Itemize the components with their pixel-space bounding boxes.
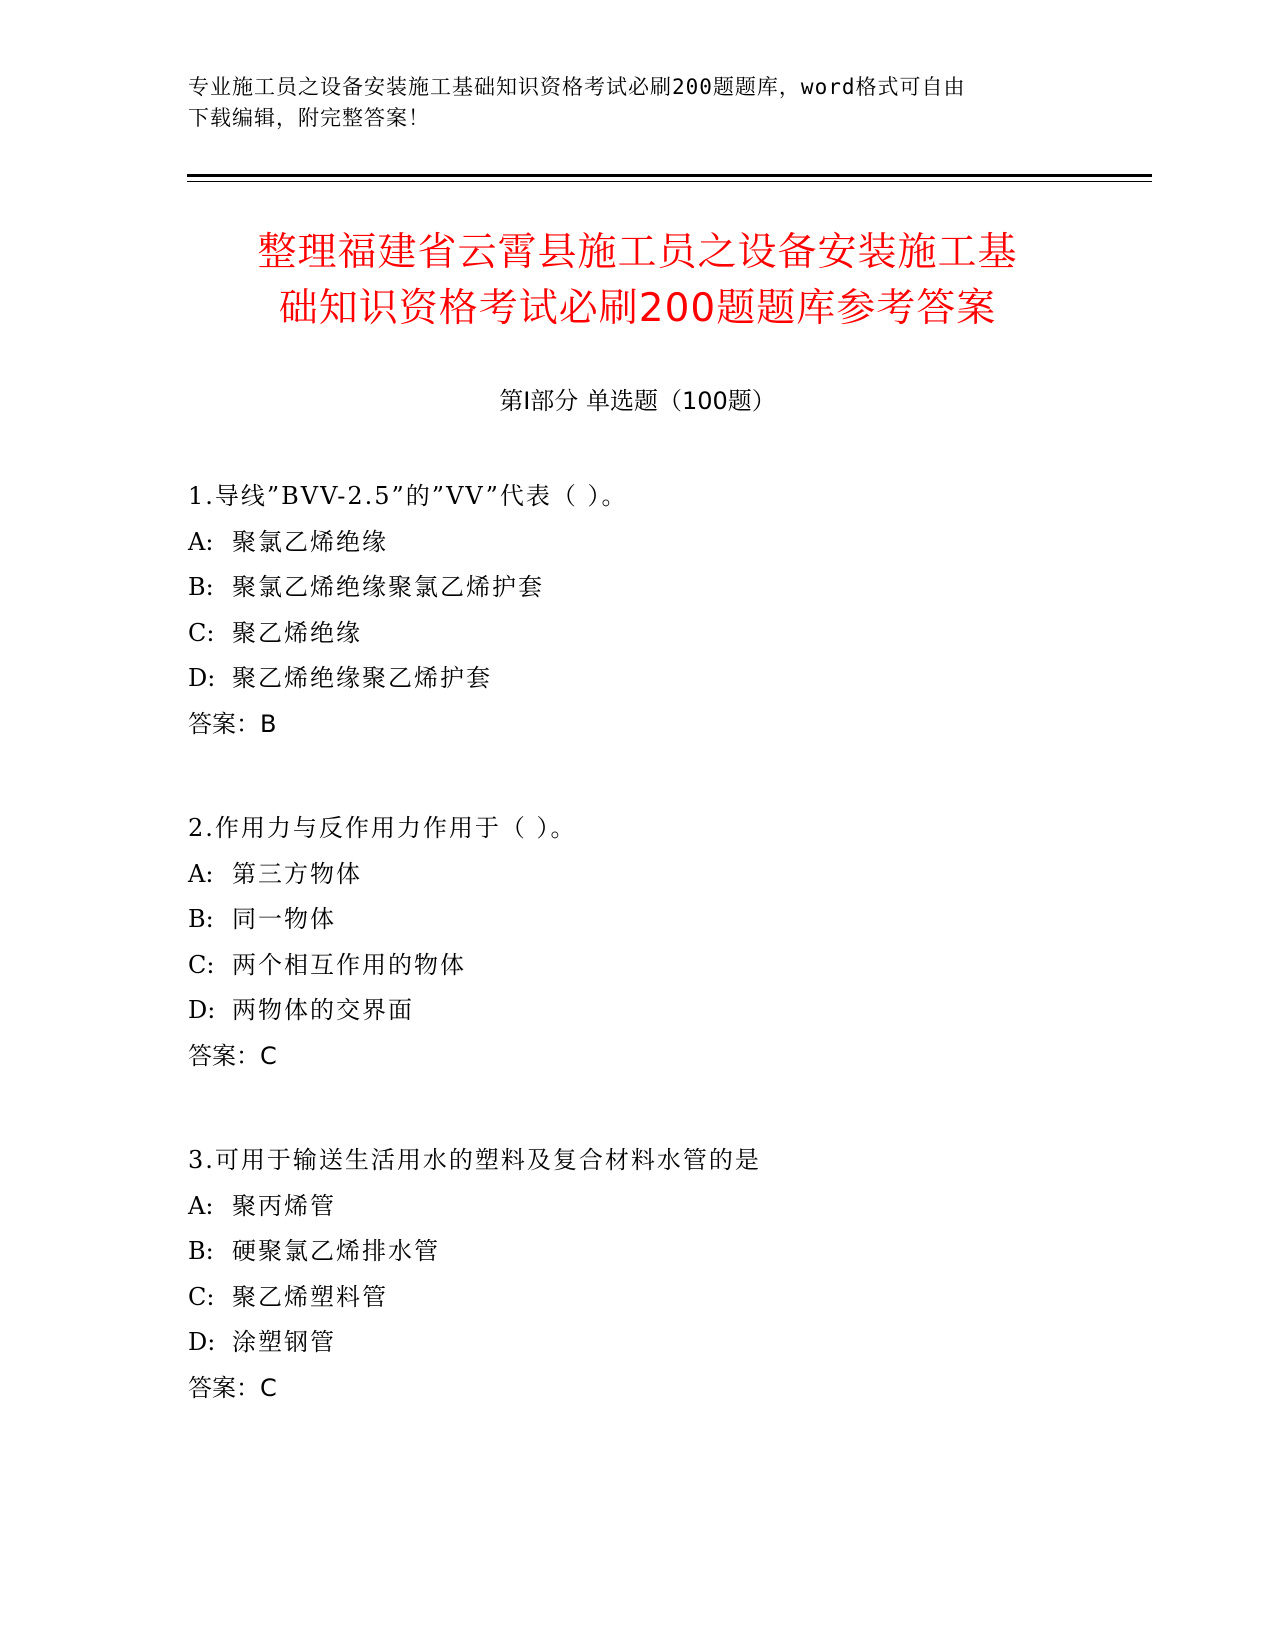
document-title bbox=[180, 225, 1095, 337]
option-letter: D: bbox=[188, 664, 216, 692]
option-letter: A: bbox=[188, 527, 214, 556]
option-letter: C: bbox=[188, 950, 215, 979]
option-text: 聚乙烯绝缘聚乙烯护套 bbox=[232, 664, 492, 692]
option-b bbox=[188, 897, 1148, 943]
answer-key: 答案：C bbox=[188, 1041, 277, 1070]
option-b bbox=[188, 565, 1148, 611]
question-1 bbox=[188, 474, 1148, 747]
option-text: 聚丙烯管 bbox=[232, 1191, 336, 1220]
document-title-line-2: 础知识资格考试必刷200题题库参考答案 bbox=[278, 286, 997, 331]
header-divider-thin bbox=[187, 181, 1152, 182]
option-text: 硬聚氯乙烯排水管 bbox=[232, 1237, 440, 1265]
option-d bbox=[188, 656, 1148, 702]
question-2 bbox=[188, 806, 1148, 1079]
header-divider-thick bbox=[187, 174, 1152, 177]
document-title-line-1: 整理福建省云霄县施工员之设备安装施工基 bbox=[257, 230, 1018, 275]
header-note-line-1: 专业施工员之设备安装施工基础知识资格考试必刷200题题库，word格式可自由 bbox=[188, 75, 966, 99]
option-a bbox=[188, 520, 1148, 566]
option-text: 聚氯乙烯绝缘聚氯乙烯护套 bbox=[232, 573, 544, 601]
answer-key: 答案：C bbox=[188, 1373, 277, 1402]
option-letter: D: bbox=[188, 996, 216, 1024]
option-text: 同一物体 bbox=[232, 905, 336, 933]
header-note-line-2: 下载编辑，附完整答案！ bbox=[188, 106, 430, 130]
option-letter: D: bbox=[188, 1328, 216, 1356]
option-letter: A: bbox=[188, 859, 214, 888]
option-text: 第三方物体 bbox=[232, 859, 362, 888]
section-heading: 第Ⅰ部分 单选题（100题） bbox=[499, 387, 776, 415]
option-letter: B: bbox=[188, 573, 214, 601]
option-text: 两个相互作用的物体 bbox=[232, 950, 466, 979]
option-letter: C: bbox=[188, 618, 215, 647]
header-note bbox=[188, 72, 1068, 134]
option-c bbox=[188, 611, 1148, 657]
option-text: 聚氯乙烯绝缘 bbox=[232, 527, 388, 556]
option-c bbox=[188, 1275, 1148, 1321]
option-c bbox=[188, 943, 1148, 989]
option-letter: A: bbox=[188, 1191, 214, 1220]
option-text: 聚乙烯绝缘 bbox=[232, 618, 362, 647]
option-text: 聚乙烯塑料管 bbox=[232, 1282, 388, 1311]
option-a bbox=[188, 1184, 1148, 1230]
option-b bbox=[188, 1229, 1148, 1275]
question-3 bbox=[188, 1138, 1148, 1411]
question-list bbox=[188, 474, 1148, 1470]
option-letter: C: bbox=[188, 1282, 215, 1311]
question-stem: 3.可用于输送生活用水的塑料及复合材料水管的是 bbox=[188, 1146, 761, 1174]
question-stem: 2.作用力与反作用力作用于（ ）。 bbox=[188, 814, 577, 842]
option-text: 两物体的交界面 bbox=[232, 996, 414, 1024]
option-letter: B: bbox=[188, 1237, 214, 1265]
answer-key: 答案：B bbox=[188, 709, 277, 738]
option-a bbox=[188, 852, 1148, 898]
option-text: 涂塑钢管 bbox=[232, 1328, 336, 1356]
option-d bbox=[188, 1320, 1148, 1366]
option-letter: B: bbox=[188, 905, 214, 933]
question-stem: 1.导线”BVV-2.5”的”VV”代表（ ）。 bbox=[188, 482, 628, 510]
option-d bbox=[188, 988, 1148, 1034]
